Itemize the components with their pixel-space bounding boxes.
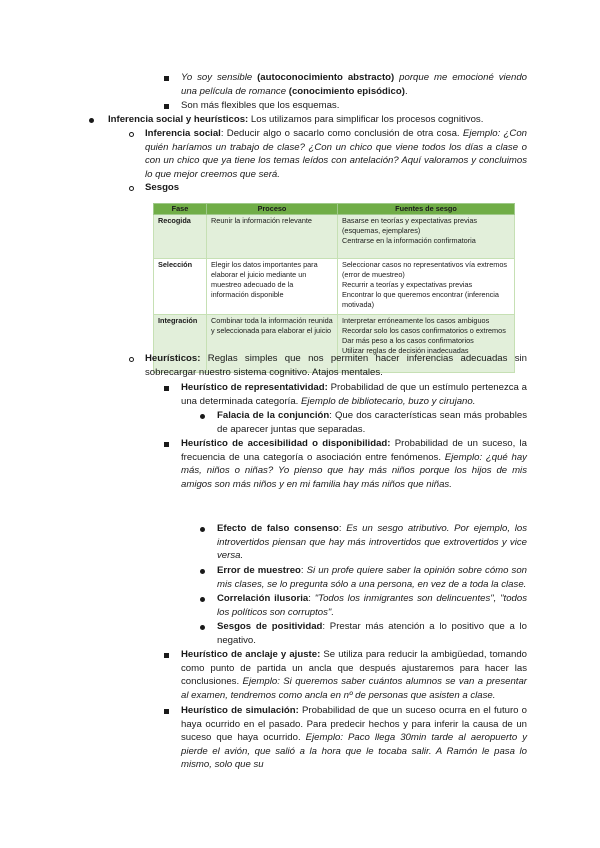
square-bullet-icon bbox=[164, 653, 169, 658]
sesgos-table bbox=[153, 203, 515, 373]
sesgos-title: Sesgos bbox=[145, 182, 180, 193]
circle-bullet-icon bbox=[129, 357, 134, 362]
paragraph-simulacion: Heurístico de simulación: Probabilidad de que un suceso ocurra en el futuro o haya ocurrido en el pasado. Para predecir hechos y para inferir la causa de un suceso que haya ocurrido. Ejemplo: Paco llega 30min tarde al aeropuerto y pierde el avión, que salió a la hora que le tocaba salir. A Ramón le pasa lo mismo, solo que su bbox=[181, 705, 527, 770]
table-cell-fuentes: Basarse en teorías y expectativas previas (esquemas, ejemplares) Centrarse en la información confirmatoria bbox=[338, 215, 515, 259]
square-bullet-icon bbox=[164, 709, 169, 714]
paragraph-anclaje: Heurístico de anclaje y ajuste: Se utiliza para reducir la ambigüedad, tomando como punto de partida un ancla que después ajustaremos para hacer las conclusiones. Ejemplo: Si queremos saber cuántos alumnos se van a presentar al examen, tendremos como ancla en nº de personas que asisten a clase. bbox=[181, 649, 527, 701]
paragraph-representatividad: Heurístico de representatividad: Probabilidad de que un estímulo pertenezca a una determinada categoría. Ejemplo de bibliotecario, buzo y cirujano. bbox=[181, 382, 527, 407]
table-cell-proceso: Reunir la información relevante bbox=[207, 215, 338, 259]
paragraph-autoconocimiento: Yo soy sensible (autoconocimiento abstracto) porque me emocioné viendo una película de romance (conocimiento episódico). bbox=[181, 72, 527, 97]
round-bullet-icon bbox=[200, 597, 205, 602]
paragraph-correlacion: Correlación ilusoria: "Todos los inmigrantes son delincuentes", "todos los políticos son corruptos". bbox=[217, 593, 527, 618]
square-bullet-icon bbox=[164, 104, 169, 109]
paragraph-inferencia-social: Inferencia social: Deducir algo o sacarlo como conclusión de otra cosa. Ejemplo: ¿Con quién haríamos un trabajo de clase? ¿Con un chico que viene todos los días a clase o con un chico que ya tiene los temas leídos con antelación? Aquí valoramos y concluimos lo que mejor creemos que será. bbox=[145, 128, 528, 180]
table-cell-proceso: Combinar toda la información reunida y seleccionada para elaborar el juicio bbox=[207, 315, 338, 373]
round-bullet-icon bbox=[200, 527, 205, 532]
table-header-cell: Fase bbox=[154, 204, 207, 215]
circle-bullet-icon bbox=[129, 132, 134, 137]
table-row bbox=[154, 259, 515, 315]
table-row bbox=[154, 215, 515, 259]
paragraph-error-muestreo: Error de muestreo: Si un profe quiere saber la opinión sobre cómo son mis clases, se lo pregunta sólo a una persona, en vez de a toda la clase. bbox=[217, 565, 528, 590]
round-bullet-icon bbox=[200, 414, 205, 419]
paragraph-falso-consenso: Efecto de falso consenso: Es un sesgo atributivo. Por ejemplo, los introvertidos piensan que hay más introvertidos que extrovertidos y vice versa. bbox=[217, 523, 527, 561]
circle-bullet-icon bbox=[129, 186, 134, 191]
table-cell-fuentes: Seleccionar casos no representativos vía extremos (error de muestreo) Recurrir a teorías y expectativas previas Encontrar lo que queremos encontrar (inferencia motivada) bbox=[338, 259, 515, 315]
table-cell-fase: Recogida bbox=[154, 215, 207, 259]
text-bold: (autoconocimiento abstracto) bbox=[257, 72, 395, 83]
table-cell-fuentes: Interpretar erróneamente los casos ambiguos Recordar solo los casos confirmatorios o extremos Dar más peso a los casos confirmatorios Utilizar reglas de decisión inadecuadas bbox=[338, 315, 515, 373]
table-cell-fase: Integración bbox=[154, 315, 207, 373]
round-bullet-icon bbox=[89, 118, 94, 123]
text-bold: (conocimiento episódico) bbox=[288, 85, 405, 97]
table-header-cell: Fuentes de sesgo bbox=[338, 204, 515, 215]
text-italic: porque me emocioné viendo una película de romance bbox=[181, 72, 527, 97]
square-bullet-icon bbox=[164, 386, 169, 391]
paragraph-inferencia: Inferencia social y heurísticos: Los utilizamos para simplificar los procesos cognitivos. bbox=[108, 114, 484, 125]
round-bullet-icon bbox=[200, 569, 205, 574]
table-header-cell: Proceso bbox=[207, 204, 338, 215]
paragraph-heuristicos: Heurísticos: Reglas simples que nos permiten hacer inferencias adecuadas sin sobrecargar nuestro sistema cognitivo. Atajos mentales. bbox=[145, 353, 527, 378]
table-cell-proceso: Elegir los datos importantes para elaborar el juicio mediante un muestreo adecuado de la información disponible bbox=[207, 259, 338, 315]
paragraph-positividad: Sesgos de positividad: Prestar más atención a lo positivo que a lo negativo. bbox=[217, 621, 527, 646]
table-cell-fase: Selección bbox=[154, 259, 207, 315]
paragraph-accesibilidad: Heurístico de accesibilidad o disponibilidad: Probabilidad de un suceso, la frecuencia de una categoría o asociación entre fenómenos. Ejemplo: ¿qué hay más, niños o niñas? Yo pienso que hay más niños porque los hijos de mis amigos son más niños y en mi familia hay más niños que niñas. bbox=[181, 438, 527, 490]
square-bullet-icon bbox=[164, 76, 169, 81]
table-header-row bbox=[154, 204, 515, 215]
paragraph-flexibles: Son más flexibles que los esquemas. bbox=[181, 100, 340, 111]
square-bullet-icon bbox=[164, 442, 169, 447]
paragraph-falacia: Falacia de la conjunción: Que dos características sean más probables de aparecer juntas que separadas. bbox=[217, 410, 527, 435]
round-bullet-icon bbox=[200, 625, 205, 630]
text-italic: Yo soy sensible bbox=[181, 72, 253, 83]
